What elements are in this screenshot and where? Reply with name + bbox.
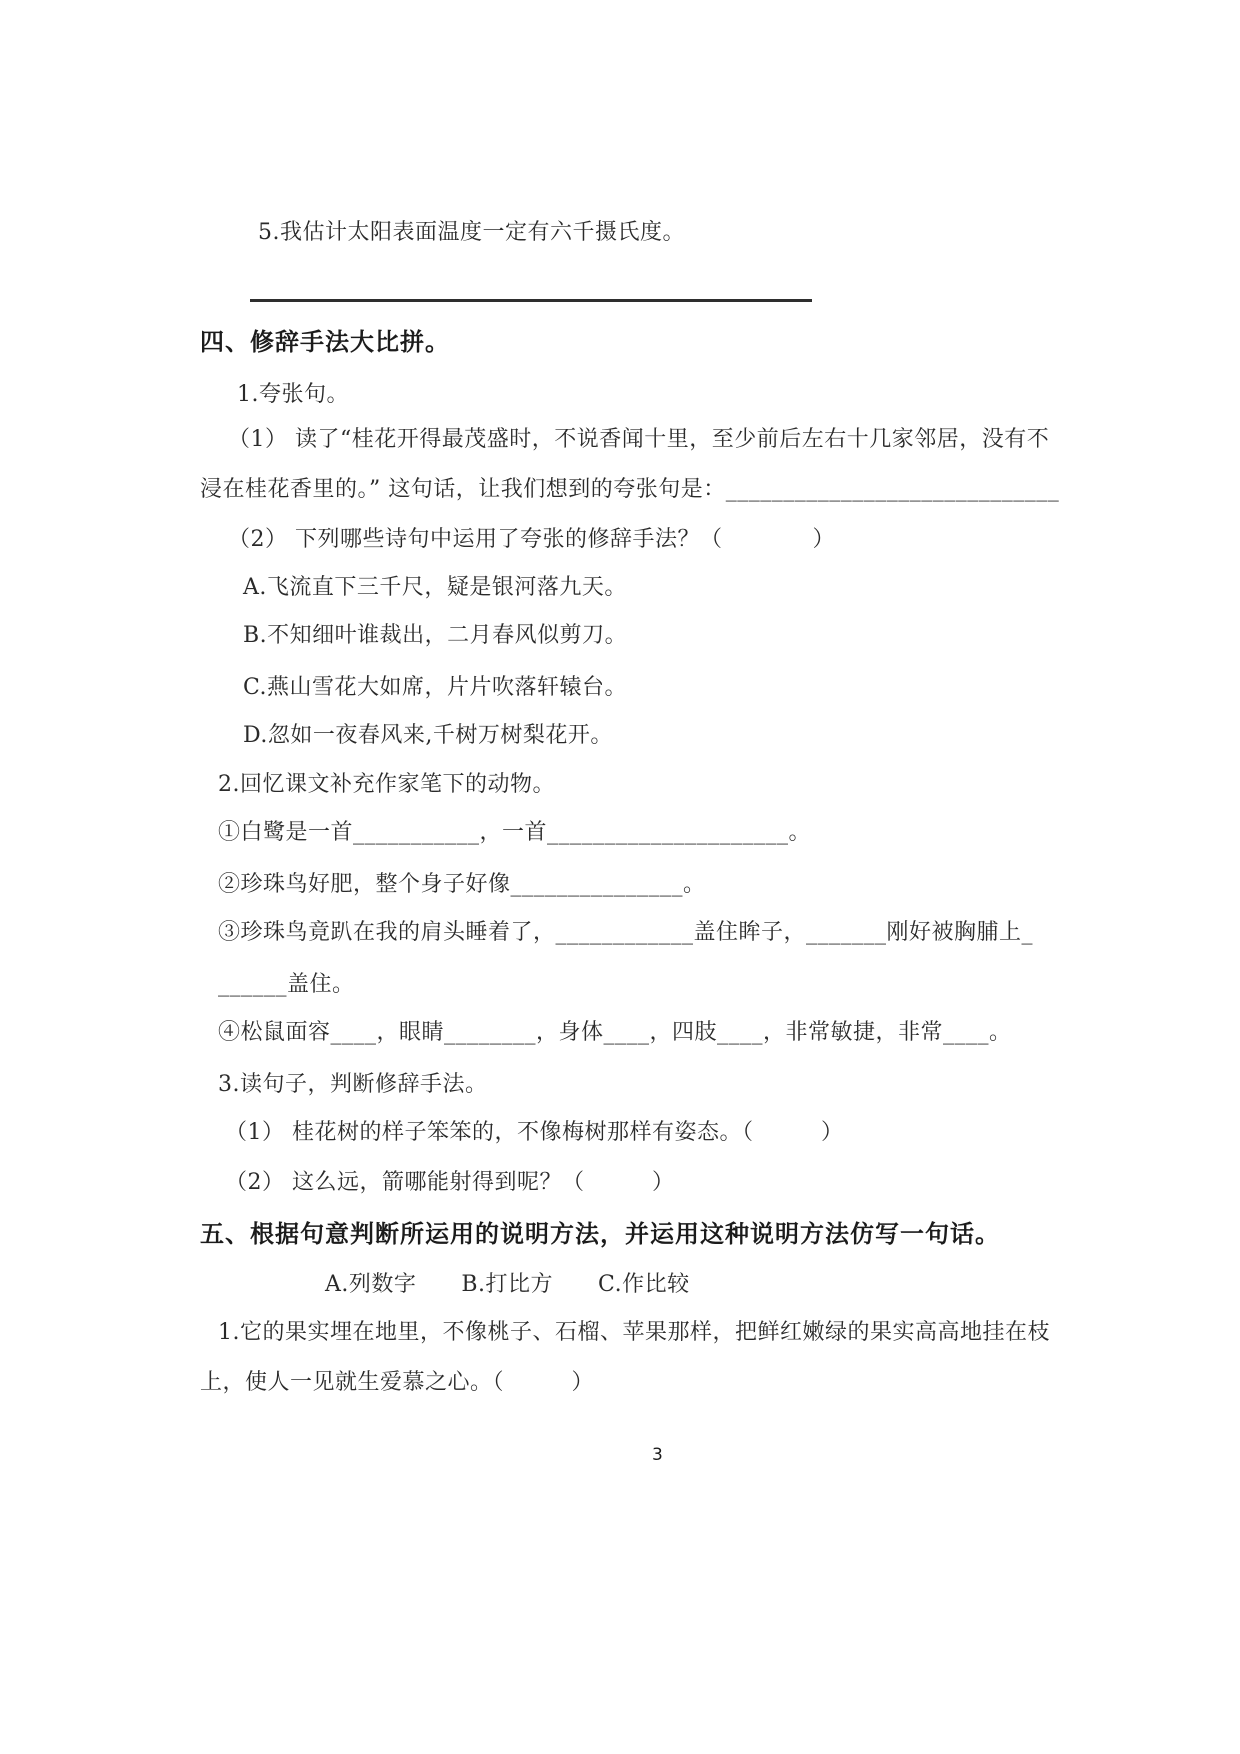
q1-sub2: （2） 下列哪些诗句中运用了夸张的修辞手法？（ ） (228, 527, 835, 552)
method-options: A.列数字 B.打比方 C.作比较 (325, 1272, 690, 1297)
q2-item-3-line2: ______盖住。 (218, 972, 355, 997)
q3-item-2: （2） 这么远，箭哪能射得到呢？（ ） (225, 1170, 675, 1195)
q1-sub1-line1: （1） 读了“桂花开得最茂盛时，不说香闻十里，至少前后左右十几家邻居，没有不 (228, 427, 1050, 452)
q2-item-2: ②珍珠鸟好肥，整个身子好像_______________。 (218, 872, 706, 897)
section-five-q1-line1: 1.它的果实埋在地里，不像桃子、石榴、苹果那样，把鲜红嫩绿的果实高高地挂在枝 (218, 1320, 1050, 1345)
answer-line (250, 299, 812, 302)
q1-title: 1.夸张句。 (237, 382, 349, 407)
q1-option-b: B.不知细叶谁裁出，二月春风似剪刀。 (243, 623, 628, 648)
q2-item-1: ①白鹭是一首___________，一首_____________________。 (218, 820, 812, 845)
q1-option-d: D.忽如一夜春风来,千树万树梨花开。 (243, 723, 613, 748)
q3-title: 3.读句子，判断修辞手法。 (218, 1072, 488, 1097)
q1-option-a: A.飞流直下三千尺，疑是银河落九天。 (243, 575, 627, 600)
q1-option-c: C.燕山雪花大如席，片片吹落轩辕台。 (243, 675, 628, 700)
question-item-5: 5.我估计太阳表面温度一定有六千摄氏度。 (258, 220, 685, 245)
section-five-q1-line2: 上，使人一见就生爱慕之心。（ ） (200, 1370, 595, 1395)
q3-item-1: （1） 桂花树的样子笨笨的，不像梅树那样有姿态。（ ） (225, 1120, 844, 1145)
section-four-title: 四、修辞手法大比拼。 (200, 329, 450, 356)
q2-item-4: ④松鼠面容____，眼睛________，身体____，四肢____，非常敏捷，非常____。 (218, 1020, 1012, 1045)
section-five-title: 五、根据句意判断所运用的说明方法，并运用这种说明方法仿写一句话。 (200, 1221, 1000, 1248)
q2-title: 2.回忆课文补充作家笔下的动物。 (218, 772, 555, 797)
q2-item-3-line1: ③珍珠鸟竟趴在我的肩头睡着了，____________盖住眸子，_______刚好被胸脯上_ (218, 920, 1034, 945)
q1-sub1-line2: 浸在桂花香里的。” 这句话，让我们想到的夸张句是：_____________________________ (200, 477, 1060, 502)
page-number: 3 (652, 1445, 663, 1465)
